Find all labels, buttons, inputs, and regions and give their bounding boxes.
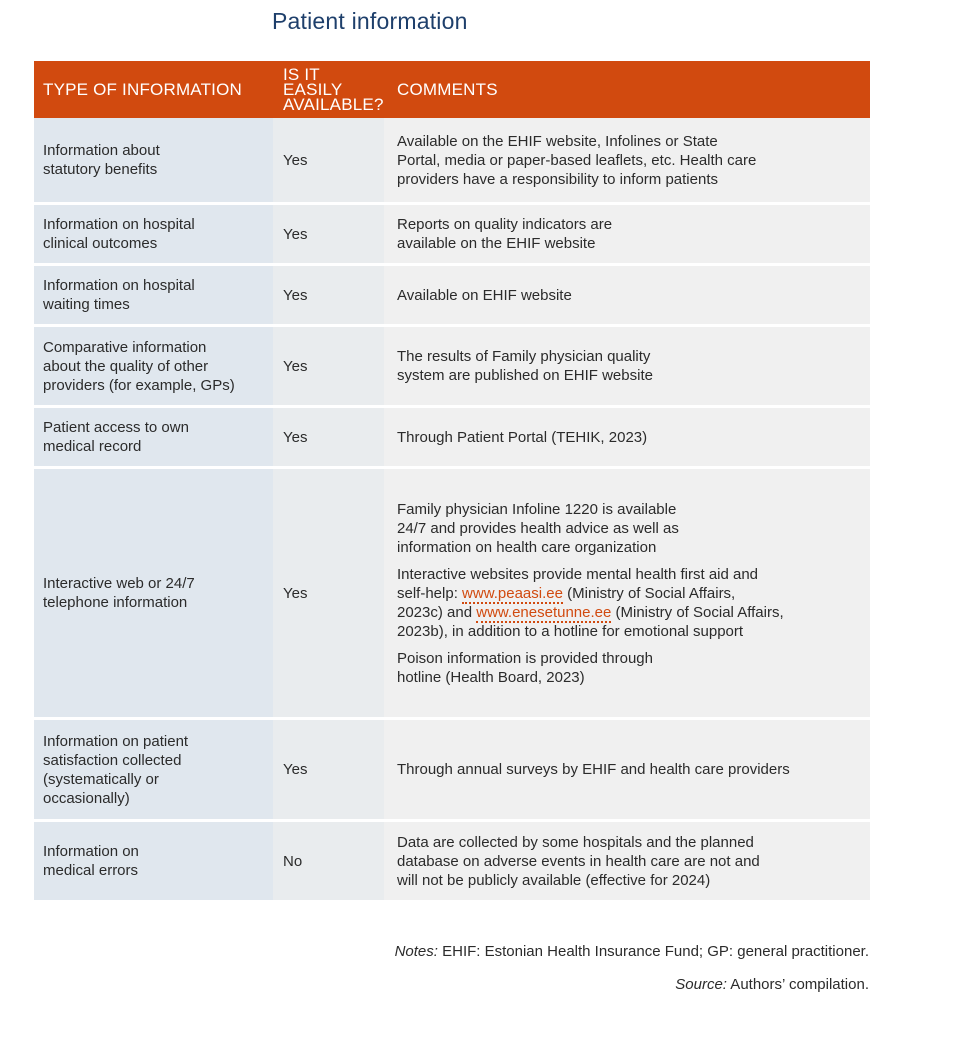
table-row [34,407,870,468]
type-cell [34,407,273,468]
type-cell [34,118,273,204]
availability-cell: Yes [273,204,384,265]
type-cell [34,265,273,326]
availability-cell: No [273,821,384,901]
cell-line: Information on hospital [43,277,195,294]
cell-line: (systematically or [43,770,159,788]
page-title: Patient information [272,8,468,34]
comment-cell [384,407,870,468]
cell-line: Information on [43,843,139,860]
header-is-it-easily-available [273,61,384,118]
header-line: IS IT EASILY [283,65,343,99]
cell-line: Available on EHIF website [397,286,572,304]
cell-line: occasionally) [43,789,130,807]
type-cell [34,468,273,719]
availability-cell: Yes [273,118,384,204]
cell-line: Information on hospital [43,216,195,233]
cell-line: 2023b), in addition to a hotline for emotional support [397,622,744,640]
cell-line: Available on the EHIF website, Infolines or State [397,132,718,150]
cell-line: Interactive web or 24/7 [43,575,195,592]
cell-line: medical record [43,438,142,455]
table-row [34,265,870,326]
cell-line: clinical outcomes [43,235,158,252]
availability-cell: Yes [273,468,384,719]
comment-paragraph [397,500,860,557]
table-row [34,468,870,719]
table-row [34,821,870,901]
cell-line: (Ministry of Social Affairs, [611,603,784,621]
comment-cell [384,204,870,265]
table-row [34,719,870,821]
cell-line: Data are collected by some hospitals and the planned [397,833,754,851]
availability-cell: Yes [273,326,384,407]
cell-line: The results of Family physician quality [397,348,651,365]
cell-line: Interactive websites provide mental health first aid and [397,565,759,583]
availability-cell: Yes [273,719,384,821]
cell-line: system are published on EHIF website [397,367,653,384]
comment-paragraph [397,649,860,687]
table-row [34,204,870,265]
cell-line: 2023c) and [397,603,477,621]
comment-cell [384,719,870,821]
table-row [34,118,870,204]
notes-text: EHIF: Estonian Health Insurance Fund; GP: general practitioner. [437,943,869,960]
table-header-row [34,61,870,118]
cell-line: information on health care organization [397,538,657,556]
notes-label: Notes: [394,943,438,960]
header-type-of-information: TYPE OF INFORMATION [34,61,273,118]
cell-line: will not be publicly available (effective for 2024) [397,871,711,889]
comment-cell [384,326,870,407]
cell-line: statutory benefits [43,161,158,178]
cell-line: satisfaction collected [43,751,182,769]
cell-line: Poison information is provided through [397,649,653,667]
comment-cell [384,468,870,719]
cell-line: providers (for example, GPs) [43,376,235,394]
cell-line: Information on patient [43,732,189,750]
cell-line: Comparative information [43,338,207,356]
cell-line: (Ministry of Social Affairs, [562,584,736,602]
cell-line: Through Patient Portal (TEHIK, 2023) [397,428,648,446]
header-comments: COMMENTS [384,61,870,118]
header-line: AVAILABLE? [283,95,384,114]
cell-line: Patient access to own [43,419,189,436]
comment-cell [384,265,870,326]
cell-line: medical errors [43,862,139,879]
cell-line: providers have a responsibility to inform patients [397,170,718,188]
source-text: Authors’ compilation. [726,976,869,993]
enesetunne-link[interactable]: www.enesetunne.ee [476,603,612,621]
type-cell [34,204,273,265]
table-source [675,976,869,993]
comment-cell [384,118,870,204]
cell-line: Reports on quality indicators are [397,216,613,233]
comment-cell [384,821,870,901]
cell-line: self-help: [397,584,463,602]
table-row [34,326,870,407]
patient-information-table [34,61,870,900]
peaasi-link[interactable]: www.peaasi.ee [462,584,563,602]
table-notes [395,943,869,960]
type-cell [34,719,273,821]
cell-line: database on adverse events in health care are not and [397,852,760,870]
comment-paragraph [397,565,860,641]
cell-line: about the quality of other [43,357,209,375]
cell-line: hotline (Health Board, 2023) [397,668,585,686]
cell-line: Family physician Infoline 1220 is available [397,500,677,518]
source-label: Source: [675,976,727,993]
type-cell [34,326,273,407]
cell-line: Portal, media or paper-based leaflets, etc. Health care [397,151,757,169]
availability-cell: Yes [273,407,384,468]
cell-line: 24/7 and provides health advice as well as [397,519,679,537]
availability-cell: Yes [273,265,384,326]
cell-line: telephone information [43,594,188,611]
type-cell [34,821,273,901]
cell-line: Through annual surveys by EHIF and health care providers [397,761,790,778]
cell-line: available on the EHIF website [397,235,596,252]
cell-line: Information about [43,142,160,159]
cell-line: waiting times [43,296,130,313]
